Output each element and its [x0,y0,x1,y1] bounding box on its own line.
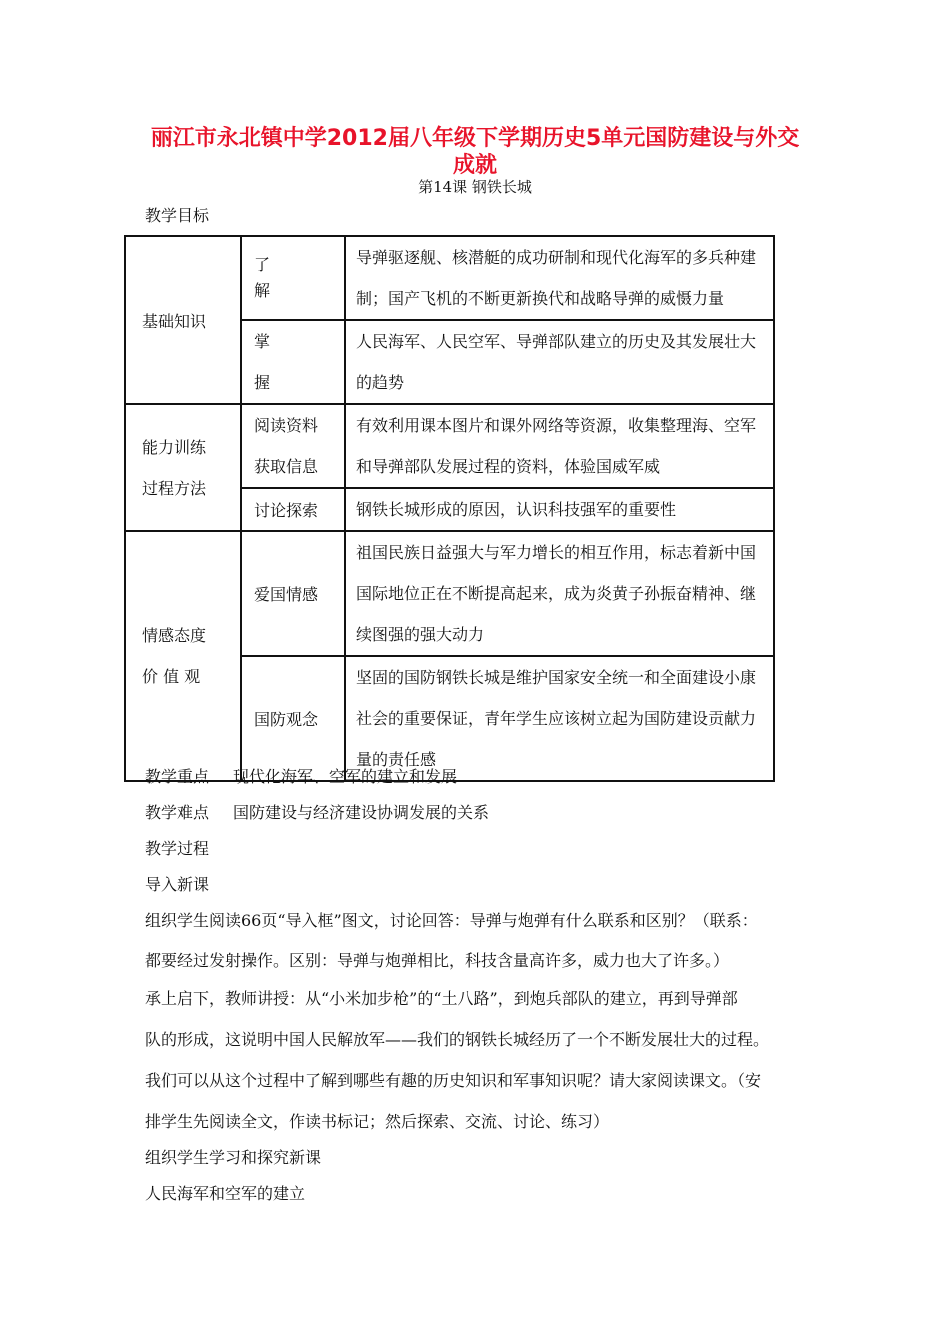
master-content: 人民海军、人民空军、导弹部队建立的历史及其发展壮大的趋势 [345,320,774,404]
paragraph-1-line-2: 都要经过发射操作。区别：导弹与炮弹相比，科技含量高许多，威力也大了许多。） [145,951,730,970]
cell-master [241,320,345,404]
heading-organize: 组织学生学习和探究新课 [145,1148,322,1167]
paragraph-2-line-4: 排学生先阅读全文，作读书标记；然后探索、交流、讨论、练习） [145,1112,610,1131]
lesson-subtitle: 第14课 钢铁长城 [418,178,532,196]
difficulty-text: 国防建设与经济建设协调发展的关系 [233,803,490,822]
row-label-emotion [125,531,241,781]
key-point-label: 教学重点 [145,767,210,786]
row-label-basic [125,236,241,404]
table-row [125,531,774,656]
master-char-2: 握 [254,373,271,392]
cell-understand [241,236,345,320]
understand-char-1: 了 [254,255,271,274]
difficulty-label: 教学难点 [145,803,210,822]
paragraph-2-line-2: 队的形成，这说明中国人民解放军——我们的钢铁长城经历了一个不断发展壮大的过程。 [145,1030,770,1049]
paragraph-2-line-3: 我们可以从这个过程中了解到哪些有趣的历史知识和军事知识呢？请大家阅读课文。（安 [145,1071,762,1090]
master-char-1: 掌 [254,332,271,351]
document-title-line2: 成就 [452,153,497,178]
table-row [125,236,774,320]
patriotism-label: 爱国情感 [241,531,345,656]
reading-label-2: 获取信息 [254,457,319,476]
difficulty-line [145,800,489,823]
emotion-label-2: 价 值 观 [142,667,201,686]
reading-label-1: 阅读资料 [254,416,319,435]
discussion-content: 钢铁长城形成的原因，认识科技强军的重要性 [345,488,774,531]
heading-navy-airforce: 人民海军和空军的建立 [145,1184,306,1203]
understand-char-2: 解 [254,281,271,300]
teaching-objectives-table [124,235,775,782]
ability-label-1: 能力训练 [142,437,207,457]
basic-knowledge-label: 基础知识 [142,311,207,331]
section-teaching-goals: 教学目标 [145,206,210,225]
emotion-label-1: 情感态度 [142,626,207,645]
key-point-line [145,764,457,787]
cell-reading [241,404,345,488]
document-title-line1: 丽江市永北镇中学2012届八年级下学期历史5单元国防建设与外交 [150,126,800,151]
paragraph-1-line-1: 组织学生阅读66页“导入框”图文，讨论回答：导弹与炮弹有什么联系和区别？（联系： [145,911,758,930]
heading-introduction: 导入新课 [145,875,210,894]
key-point-text: 现代化海军、空军的建立和发展 [233,767,458,786]
heading-teaching-process: 教学过程 [145,839,210,858]
patriotism-content: 祖国民族日益强大与军力增长的相互作用，标志着新中国国际地位正在不断提高起来，成为炎黄子孙振奋精神、继续图强的强大动力 [345,531,774,656]
understand-content: 导弹驱逐舰、核潜艇的成功研制和现代化海军的多兵种建制；国产飞机的不断更新换代和战略导弹的威慑力量 [345,236,774,320]
defense-content: 坚固的国防钢铁长城是维护国家安全统一和全面建设小康社会的重要保证，青年学生应该树立起为国防建设贡献力量的责任感 [345,656,774,781]
ability-label-2: 过程方法 [142,478,207,498]
defense-label: 国防观念 [241,656,345,781]
row-label-ability [125,404,241,531]
table-row [125,404,774,488]
discussion-label: 讨论探索 [241,488,345,531]
reading-content: 有效利用课本图片和课外网络等资源，收集整理海、空军和导弹部队发展过程的资料，体验国威军威 [345,404,774,488]
paragraph-2-line-1: 承上启下，教师讲授：从“小米加步枪”的“土八路”，到炮兵部队的建立，再到导弹部 [145,989,738,1008]
